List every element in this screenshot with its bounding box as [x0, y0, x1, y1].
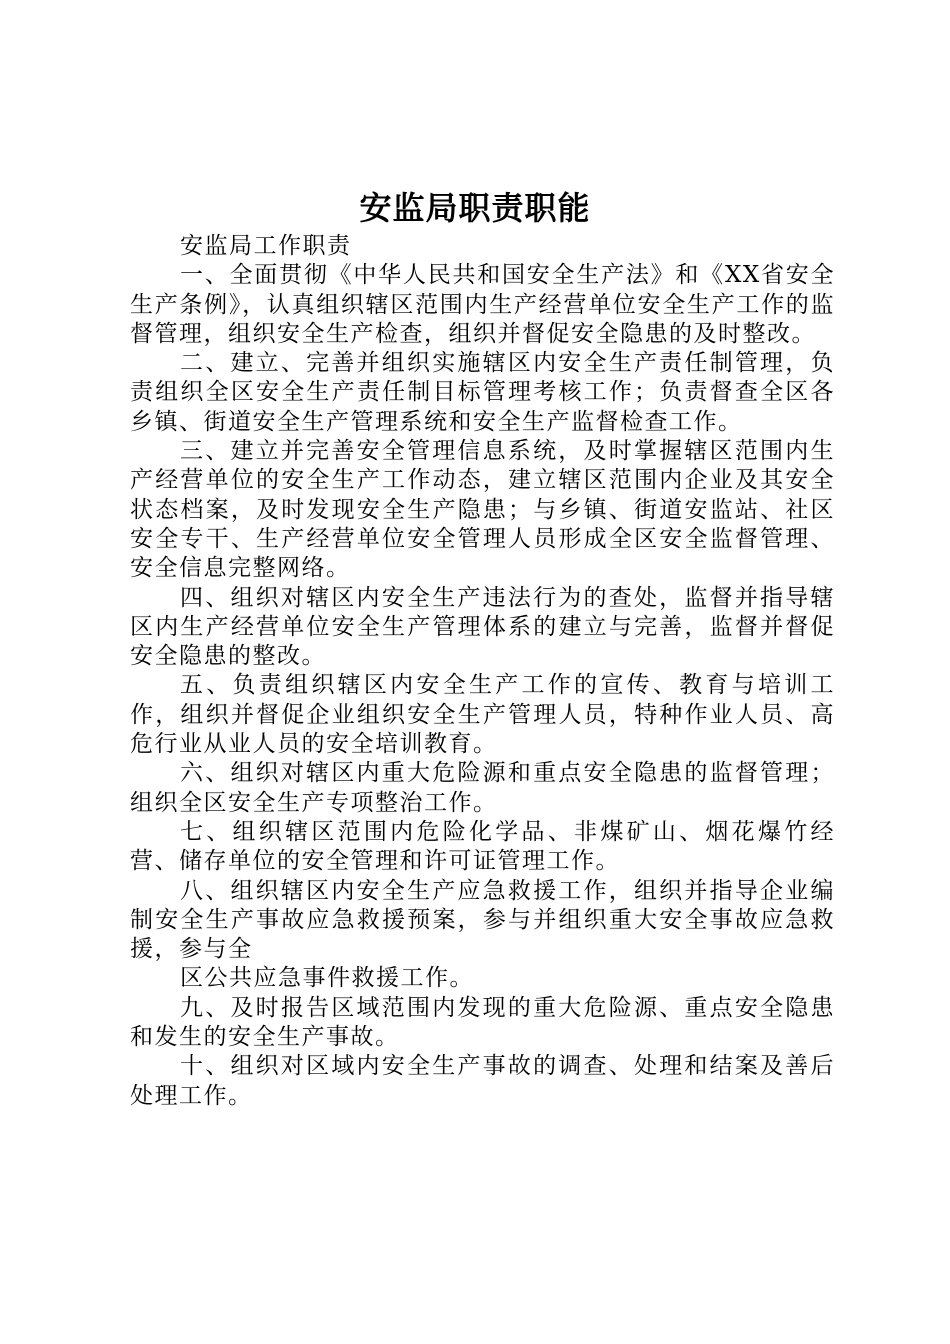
duty-paragraph-9: 九、及时报告区域范围内发现的重大危险源、重点安全隐患和发生的安全生产事故。 [130, 994, 835, 1051]
duty-paragraph-6: 六、组织对辖区内重大危险源和重点安全隐患的监督管理；组织全区安全生产专项整治工作。 [130, 760, 835, 816]
document-title: 安监局职责职能 [359, 189, 591, 227]
section-heading: 安监局工作职责 [180, 233, 352, 259]
duty-paragraph-5: 五、负责组织辖区内安全生产工作的宣传、教育与培训工作，组织并督促企业组织安全生产管理人员，特种作业人员、高危行业从业人员的安全培训教育。 [130, 672, 835, 758]
duty-paragraph-3: 三、建立并完善安全管理信息系统，及时掌握辖区范围内生产经营单位的安全生产工作动态，建立辖区范围内企业及其安全状态档案，及时发现安全生产隐患；与乡镇、街道安监站、社区安全专干、生产经营单位安全管理人员形成全区安全监督管理、安全信息完整网络。 [130, 438, 835, 582]
duty-paragraph-8-continued: 区公共应急事件救援工作。 [180, 965, 474, 992]
duty-paragraph-7: 七、组织辖区范围内危险化学品、非煤矿山、烟花爆竹经营、储存单位的安全管理和许可证管理工作。 [130, 818, 835, 875]
duty-paragraph-10: 十、组织对区域内安全生产事故的调查、处理和结案及善后处理工作。 [130, 1053, 835, 1109]
duty-paragraph-8: 八、组织辖区内安全生产应急救援工作，组织并指导企业编制安全生产事故应急救援预案，参与并组织重大安全事故应急救援，参与全 [130, 877, 835, 963]
duty-paragraph-4: 四、组织对辖区内安全生产违法行为的查处，监督并指导辖区内生产经营单位安全生产管理体系的建立与完善，监督并督促安全隐患的整改。 [130, 584, 835, 670]
duty-paragraph-2: 二、建立、完善并组织实施辖区内安全生产责任制管理，负责组织全区安全生产责任制目标管理考核工作；负责督查全区各乡镇、街道安全生产管理系统和安全生产监督检查工作。 [130, 350, 835, 435]
document-body [130, 232, 835, 1111]
duty-paragraph-1: 一、全面贯彻《中华人民共和国安全生产法》和《XX省安全生产条例》，认真组织辖区范围内生产经营单位安全生产工作的监督管理，组织安全生产检查，组织并督促安全隐患的及时整改。 [130, 262, 835, 347]
